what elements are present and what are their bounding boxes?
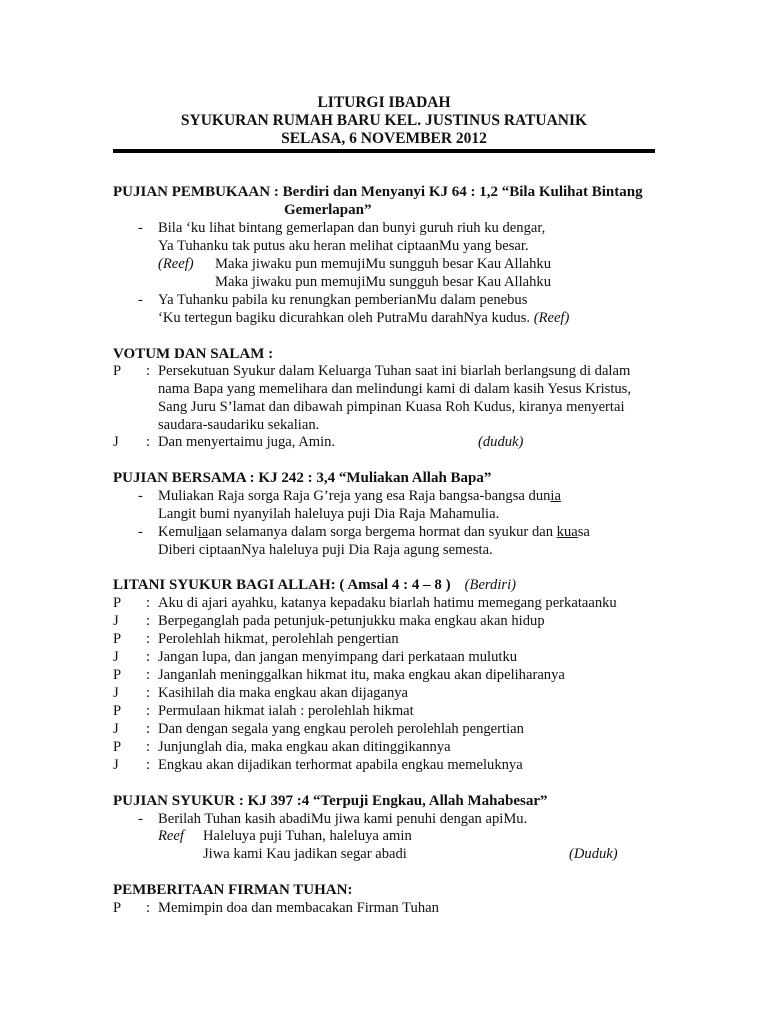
verse-text: Muliakan Raja sorga Raja G’reja yang esa Raja bangsa-bangsa dun: [158, 488, 551, 504]
speaker-colon: :: [146, 434, 151, 450]
header-divider: [113, 149, 655, 153]
posture-note: (Berdiri): [464, 577, 517, 593]
verse-line: [158, 487, 561, 505]
speaker-colon: :: [146, 613, 151, 629]
litany-line: nama Bapa yang memelihara dan melindungi kami di dalam kasih Yesus Kristus,: [158, 381, 631, 397]
speaker-label: J: [113, 613, 119, 629]
bullet-dash: -: [138, 488, 143, 504]
litany-line: saudara-saudariku sekalian.: [158, 417, 320, 433]
litany-line: Dan dengan segala yang engkau peroleh perolehlah pengertian: [158, 721, 524, 737]
litany-line: Persekutuan Syukur dalam Keluarga Tuhan saat ini biarlah berlangsung di dalam: [158, 363, 631, 379]
reef-line: Jiwa kami Kau jadikan segar abadi: [203, 846, 407, 862]
speaker-label: P: [113, 703, 122, 719]
verse-text: an selamanya dalam sorga bergema hormat dan syukur dan: [208, 524, 557, 540]
speaker-label: J: [113, 721, 119, 737]
litany-line: Dan menyertaimu juga, Amin.: [158, 434, 336, 450]
section-heading-continuation: Gemerlapan”: [284, 202, 372, 218]
reef-note: (Reef): [533, 310, 570, 326]
speaker-colon: :: [146, 739, 151, 755]
verse-underlined-text: kua: [556, 524, 578, 540]
speaker-label: P: [113, 900, 122, 916]
verse-text: Kemul: [158, 524, 198, 540]
section-heading-pujian-bersama: PUJIAN BERSAMA : KJ 242 : 3,4 “Muliakan Allah Bapa”: [113, 470, 492, 486]
speaker-colon: :: [146, 631, 151, 647]
litany-line: Permulaan hikmat ialah : perolehlah hikmat: [158, 703, 414, 719]
posture-note: (duduk): [478, 434, 524, 450]
speaker-label: P: [113, 595, 122, 611]
litany-line: Engkau akan dijadikan terhormat apabila engkau memeluknya: [158, 757, 523, 773]
verse-line: [158, 523, 590, 541]
section-heading-pujian-pembukaan: PUJIAN PEMBUKAAN : Berdiri dan Menyanyi KJ 64 : 1,2 “Bila Kulihat Bintang: [113, 184, 643, 200]
litany-line: Perolehlah hikmat, perolehlah pengertian: [158, 631, 399, 647]
verse-underlined-text: ia: [550, 488, 561, 504]
speaker-label: J: [113, 757, 119, 773]
doc-subtitle: SYUKURAN RUMAH BARU KEL. JUSTINUS RATUANIK: [180, 112, 588, 129]
section-heading-firman: PEMBERITAAN FIRMAN TUHAN:: [113, 882, 353, 898]
litany-line: Berpeganglah pada petunjuk-petunjukku maka engkau akan hidup: [158, 613, 545, 629]
verse-line: [158, 309, 569, 327]
speaker-label: J: [113, 685, 119, 701]
speaker-colon: :: [146, 757, 151, 773]
speaker-colon: :: [146, 900, 151, 916]
bullet-dash: -: [138, 811, 143, 827]
litany-line: Sang Juru S’lamat dan dibawah pimpinan Kuasa Roh Kudus, kiranya menyertai: [158, 399, 625, 415]
litany-line: Kasihilah dia maka engkau akan dijaganya: [158, 685, 409, 701]
verse-underlined-text: ia: [197, 524, 209, 540]
litany-line: Jangan lupa, dan jangan menyimpang dari perkataan mulutku: [158, 649, 518, 665]
verse-text: ‘Ku tertegun bagiku dicurahkan oleh PutraMu darahNya kudus.: [158, 310, 531, 326]
verse-line: Diberi ciptaanNya haleluya puji Dia Raja agung semesta.: [158, 542, 493, 558]
litany-line: Aku di ajari ayahku, katanya kepadaku biarlah hatimu memegang perkataanku: [158, 595, 617, 611]
speaker-label: P: [113, 739, 122, 755]
speaker-label: P: [113, 363, 122, 379]
bullet-dash: -: [138, 524, 143, 540]
verse-line: Bila ‘ku lihat bintang gemerlapan dan bunyi guruh riuh ku dengar,: [158, 220, 546, 236]
speaker-colon: :: [146, 721, 151, 737]
reef-label: Reef: [158, 828, 184, 844]
reef-line: Maka jiwaku pun memujiMu sungguh besar Kau Allahku: [215, 274, 552, 290]
reef-line: Haleluya puji Tuhan, haleluya amin: [203, 828, 412, 844]
speaker-colon: :: [146, 703, 151, 719]
verse-line: Ya Tuhanku tak putus aku heran melihat ciptaanMu yang besar.: [158, 238, 529, 254]
verse-line: Berilah Tuhan kasih abadiMu jiwa kami penuhi dengan apiMu.: [158, 811, 528, 827]
speaker-colon: :: [146, 667, 151, 683]
section-heading-votum: VOTUM DAN SALAM :: [113, 346, 274, 362]
reef-label: (Reef): [158, 256, 194, 272]
speaker-colon: :: [146, 363, 151, 379]
verse-line: Langit bumi nyanyilah haleluya puji Dia Raja Mahamulia.: [158, 506, 500, 522]
speaker-colon: :: [146, 685, 151, 701]
reef-line: Maka jiwaku pun memujiMu sungguh besar Kau Allahku: [215, 256, 552, 272]
speaker-label: J: [113, 434, 119, 450]
speaker-colon: :: [146, 649, 151, 665]
bullet-dash: -: [138, 220, 143, 236]
bullet-dash: -: [138, 292, 143, 308]
verse-text: sa: [577, 524, 590, 540]
litany-line: Memimpin doa dan membacakan Firman Tuhan: [158, 900, 439, 916]
speaker-label: J: [113, 649, 119, 665]
section-heading-pujian-syukur: PUJIAN SYUKUR : KJ 397 :4 “Terpuji Engkau, Allah Mahabesar”: [113, 793, 548, 809]
litany-line: Junjunglah dia, maka engkau akan ditinggikannya: [158, 739, 451, 755]
posture-note: (Duduk): [569, 846, 618, 862]
speaker-colon: :: [146, 595, 151, 611]
doc-title: LITURGI IBADAH: [317, 94, 451, 111]
section-heading-litani-row: [113, 576, 516, 594]
speaker-label: P: [113, 667, 122, 683]
doc-date: SELASA, 6 NOVEMBER 2012: [281, 130, 487, 147]
speaker-label: P: [113, 631, 122, 647]
litany-line: Janganlah meninggalkan hikmat itu, maka engkau akan dipeliharanya: [158, 667, 565, 683]
section-heading-litani: LITANI SYUKUR BAGI ALLAH: ( Amsal 4 : 4 – 8 ): [113, 577, 451, 593]
verse-line: Ya Tuhanku pabila ku renungkan pemberianMu dalam penebus: [158, 292, 528, 308]
